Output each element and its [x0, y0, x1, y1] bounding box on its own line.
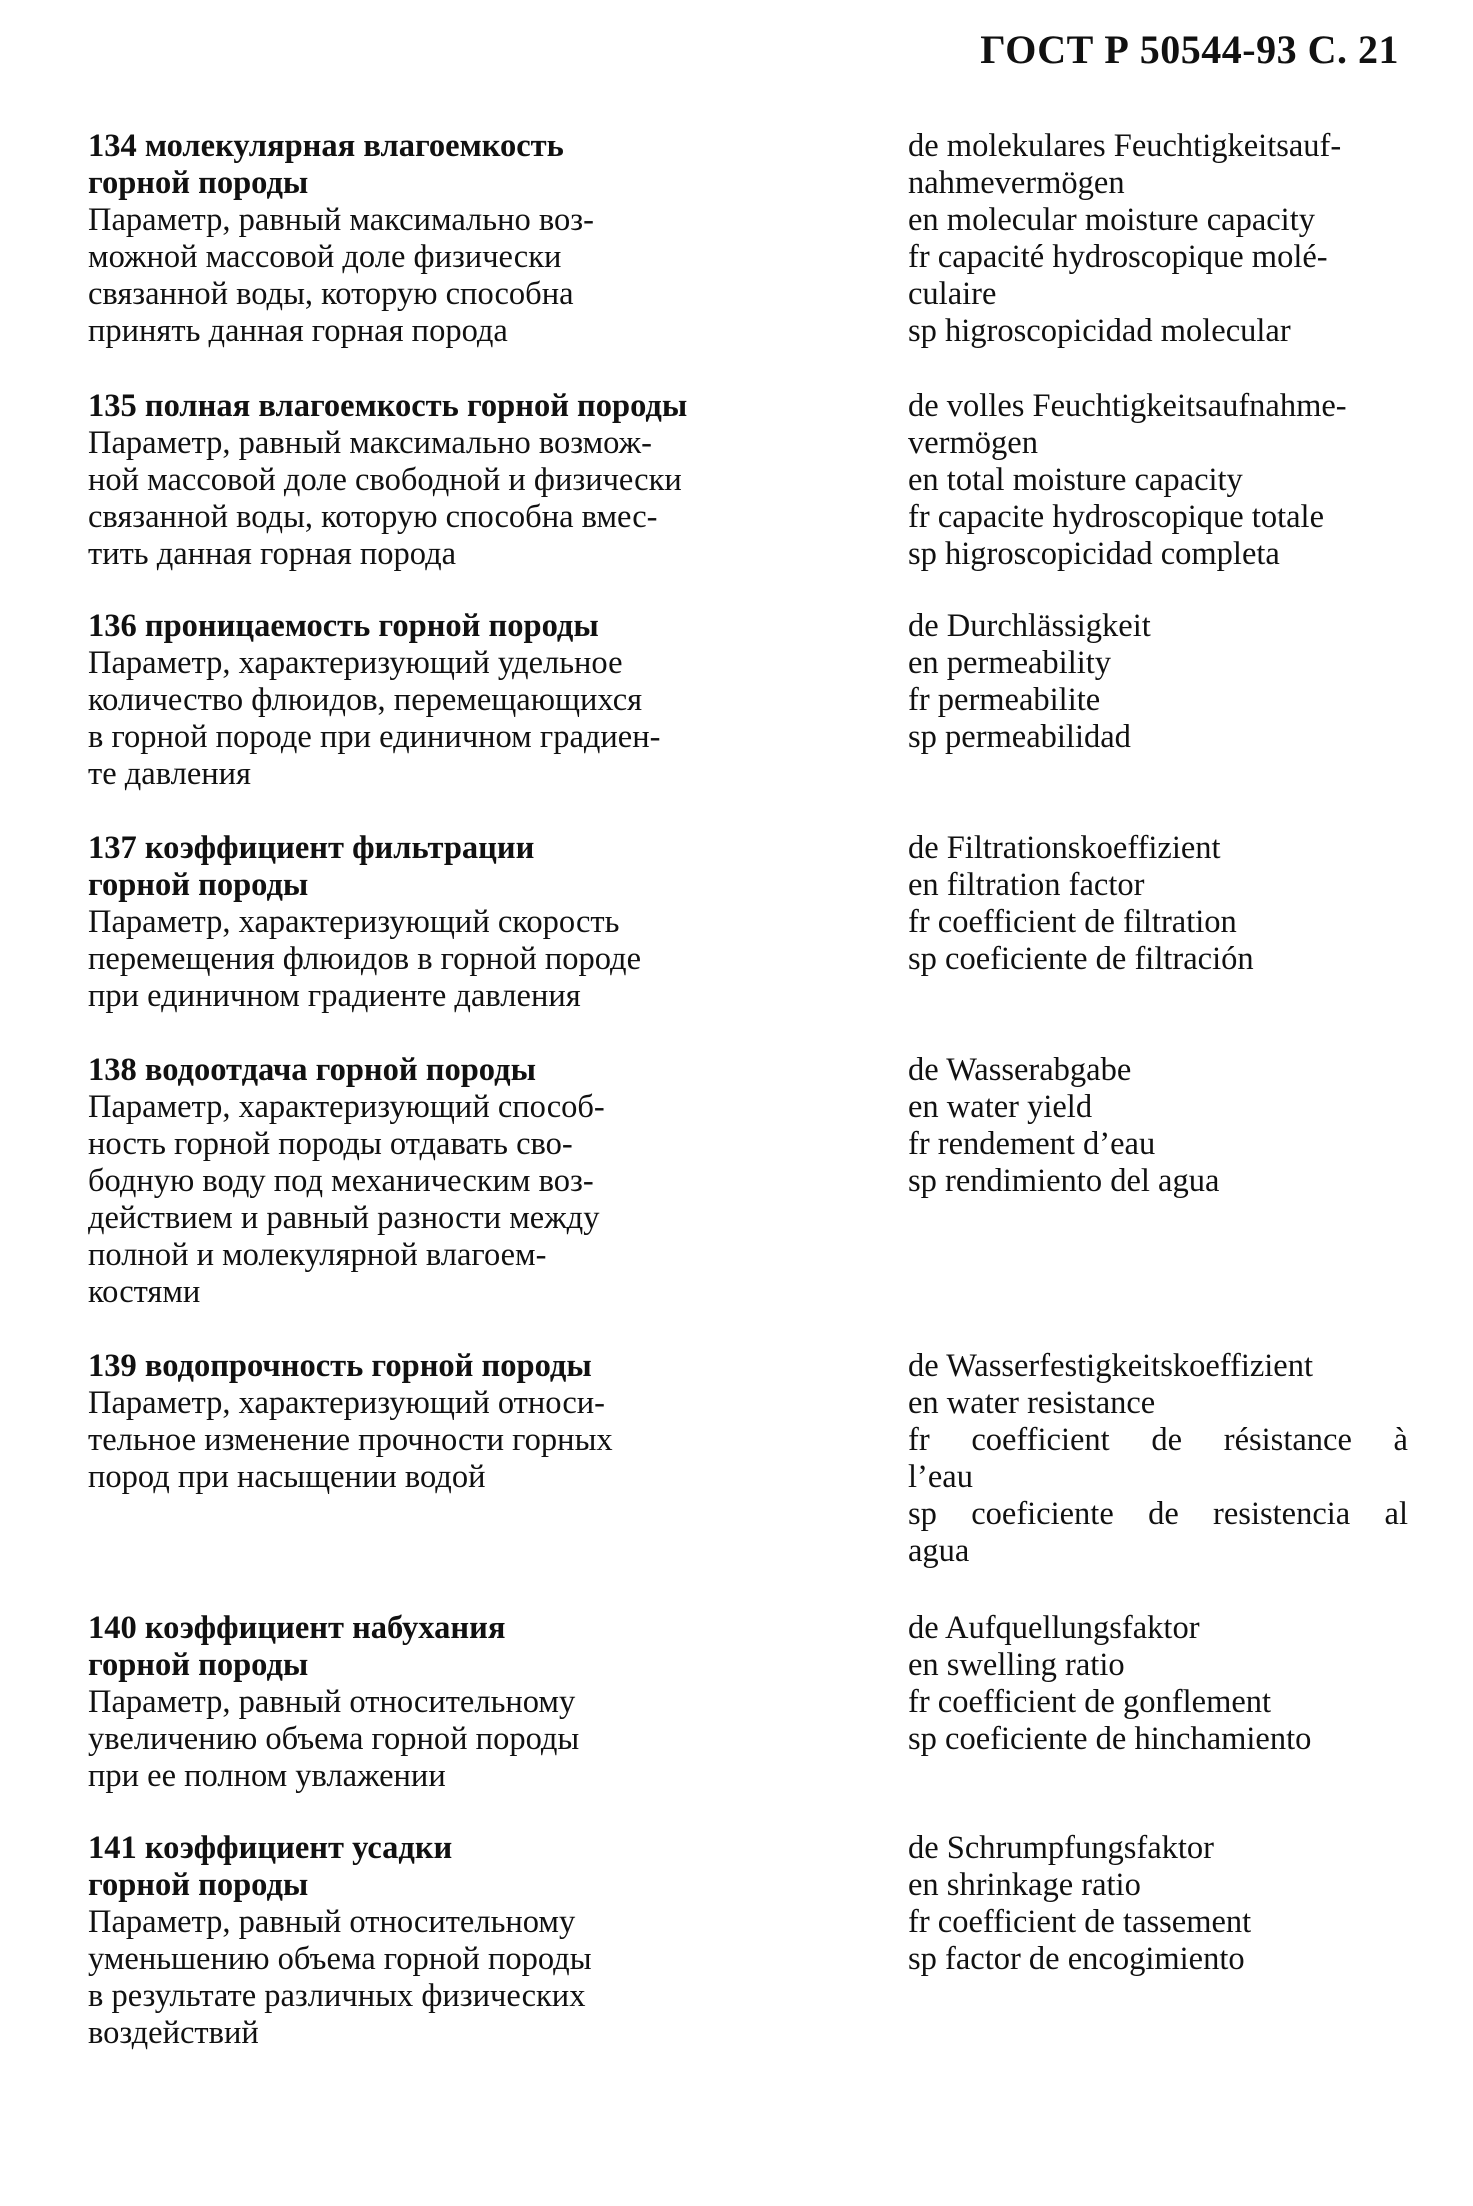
translation-en: en molecular moisture capacity [908, 202, 1315, 238]
russian-term-column [88, 1052, 788, 1311]
translation-en: en swelling ratio [908, 1647, 1125, 1683]
translation-fr: fr coefficient de tassement [908, 1904, 1252, 1940]
translation-de: de Filtrationskoeffizient [908, 830, 1221, 866]
translation-fr: fr capacité hydroscopique molé- [908, 239, 1328, 275]
definition-line: Параметр, равный максимально воз- [88, 202, 594, 238]
term-heading [88, 388, 788, 425]
russian-term-column [88, 1348, 788, 1496]
translation-sp: sp coeficiente de hinchamiento [908, 1721, 1312, 1757]
translation-de: de molekulares Feuchtigkeitsauf- [908, 128, 1342, 164]
term-name: коэффициент набухания [144, 1610, 506, 1646]
translation-de: de volles Feuchtigkeitsaufnahme- [908, 388, 1347, 424]
definition-line: действием и равный разности между [88, 1200, 600, 1236]
translations-column [908, 128, 1408, 350]
translation-fr: fr rendement d’eau [908, 1126, 1156, 1162]
translation-fr: fr capacite hydroscopique totale [908, 499, 1324, 535]
translation-en: en water yield [908, 1089, 1093, 1125]
translation-de: de Schrumpfungsfaktor [908, 1830, 1214, 1866]
translation-en: en permeability [908, 645, 1112, 681]
term-number: 134 [88, 128, 137, 164]
translation-de-continuation: vermögen [908, 425, 1038, 461]
translation-sp: sp higroscopicidad molecular [908, 313, 1291, 349]
definition-line: тельное изменение прочности горных [88, 1422, 613, 1458]
term-name: коэффициент усадки [144, 1830, 453, 1866]
translation-de: de Wasserabgabe [908, 1052, 1132, 1088]
definition-line: можной массовой доле физически [88, 239, 562, 275]
translation-sp: sp coeficiente de resistencia al [908, 1496, 1408, 1532]
definition-line: Параметр, характеризующий способ- [88, 1089, 605, 1125]
russian-term-column [88, 128, 788, 350]
term-name: проницаемость горной породы [144, 608, 599, 644]
russian-term-column [88, 388, 788, 573]
definition-line: перемещения флюидов в горной породе [88, 941, 642, 977]
translation-fr: fr permeabilite [908, 682, 1101, 718]
definition-line: при единичном градиенте давления [88, 978, 581, 1014]
term-heading [88, 1610, 788, 1647]
definition-line: количество флюидов, перемещающихся [88, 682, 643, 718]
term-name-continuation: горной породы [88, 867, 309, 903]
translations-column [908, 608, 1408, 756]
definition-line: увеличению объема горной породы [88, 1721, 580, 1757]
definition-line: связанной воды, которую способна вмес- [88, 499, 658, 535]
term-number: 138 [88, 1052, 137, 1088]
term-name: коэффициент фильтрации [144, 830, 535, 866]
term-name: полная влагоемкость горной породы [144, 388, 688, 424]
translations-column [908, 1830, 1408, 1978]
translation-de: de Aufquellungsfaktor [908, 1610, 1200, 1646]
term-number: 139 [88, 1348, 137, 1384]
translations-column [908, 1610, 1408, 1758]
definition-line: ность горной породы отдавать сво- [88, 1126, 573, 1162]
russian-term-column [88, 608, 788, 793]
definition-line: принять данная горная порода [88, 313, 508, 349]
term-name: молекулярная влагоемкость [144, 128, 564, 164]
term-number: 135 [88, 388, 137, 424]
russian-term-column [88, 1830, 788, 2052]
term-heading [88, 1052, 788, 1089]
translation-sp: sp higroscopicidad completa [908, 536, 1280, 572]
translation-sp: sp permeabilidad [908, 719, 1131, 755]
definition-line: ной массовой доле свободной и физически [88, 462, 682, 498]
definition-line: Параметр, характеризующий удельное [88, 645, 623, 681]
definition-line: тить данная горная порода [88, 536, 457, 572]
translation-fr-continuation: l’eau [908, 1459, 973, 1495]
definition-line: Параметр, равный относительному [88, 1904, 576, 1940]
term-heading [88, 128, 788, 165]
definition-line: полной и молекулярной влагоем- [88, 1237, 547, 1273]
translation-sp: sp rendimiento del agua [908, 1163, 1220, 1199]
term-number: 136 [88, 608, 137, 644]
definition-line: уменьшению объема горной породы [88, 1941, 592, 1977]
definition-line: Параметр, характеризующий относи- [88, 1385, 605, 1421]
translation-fr-continuation: culaire [908, 276, 997, 312]
term-number: 137 [88, 830, 137, 866]
page-header: ГОСТ Р 50544-93 С. 21 [980, 27, 1399, 72]
translations-column [908, 388, 1408, 573]
translations-column [908, 1052, 1408, 1200]
definition-line: те давления [88, 756, 252, 792]
translation-sp-continuation: agua [908, 1533, 970, 1569]
translation-en: en total moisture capacity [908, 462, 1243, 498]
translations-column [908, 1348, 1408, 1570]
translation-de: de Durchlässigkeit [908, 608, 1151, 644]
translations-column [908, 830, 1408, 978]
term-heading [88, 830, 788, 867]
term-heading [88, 1830, 788, 1867]
term-number: 140 [88, 1610, 137, 1646]
definition-line: связанной воды, которую способна [88, 276, 574, 312]
translation-en: en shrinkage ratio [908, 1867, 1141, 1903]
term-heading [88, 608, 788, 645]
term-name-continuation: горной породы [88, 1867, 309, 1903]
term-name: водоотдача горной породы [144, 1052, 536, 1088]
translation-de-continuation: nahmevermögen [908, 165, 1125, 201]
russian-term-column [88, 830, 788, 1015]
translation-fr: fr coefficient de résistance à [908, 1422, 1408, 1458]
definition-line: при ее полном увлажении [88, 1758, 446, 1794]
translation-de: de Wasserfestigkeitskoeffizient [908, 1348, 1314, 1384]
definition-line: в результате различных физических [88, 1978, 586, 2014]
definition-line: бодную воду под механическим воз- [88, 1163, 594, 1199]
definition-line: костями [88, 1274, 201, 1310]
term-heading [88, 1348, 788, 1385]
definition-line: пород при насыщении водой [88, 1459, 486, 1495]
term-name-continuation: горной породы [88, 165, 309, 201]
definition-line: воздействий [88, 2015, 259, 2051]
term-number: 141 [88, 1830, 137, 1866]
definition-line: в горной породе при единичном градиен- [88, 719, 661, 755]
definition-line: Параметр, равный максимально возмож- [88, 425, 652, 461]
term-name-continuation: горной породы [88, 1647, 309, 1683]
russian-term-column [88, 1610, 788, 1795]
translation-sp: sp factor de encogimiento [908, 1941, 1245, 1977]
definition-line: Параметр, характеризующий скорость [88, 904, 620, 940]
translation-fr: fr coefficient de gonflement [908, 1684, 1272, 1720]
term-name: водопрочность горной породы [144, 1348, 592, 1384]
translation-en: en water resistance [908, 1385, 1156, 1421]
translation-fr: fr coefficient de filtration [908, 904, 1237, 940]
translation-en: en filtration factor [908, 867, 1145, 903]
definition-line: Параметр, равный относительному [88, 1684, 576, 1720]
translation-sp: sp coeficiente de filtración [908, 941, 1254, 977]
